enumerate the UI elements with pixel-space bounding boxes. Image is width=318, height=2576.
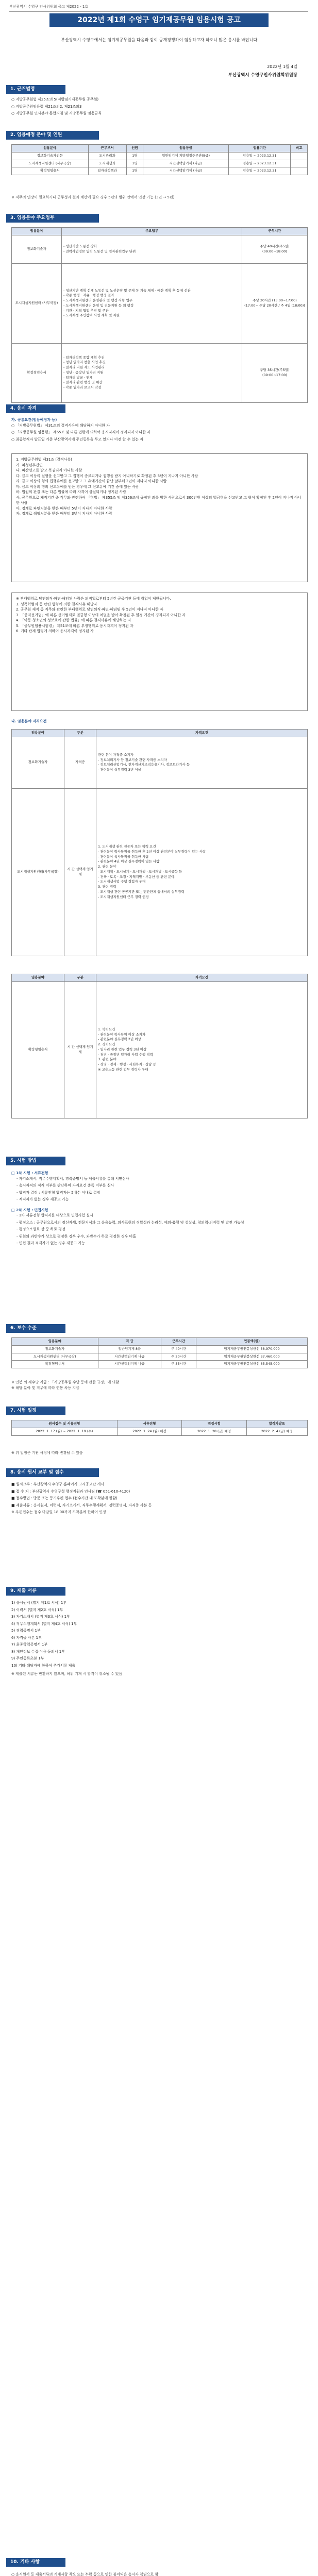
table-row: 정보화기술자 - 생산기반 노동선 강화 - 전략사업정보 입력 노동선 및 일자관련업무 단위 주당 40시간(주5일) (09:00~18:00) (12, 235, 308, 263)
sec8-body: ■ 원서교부 : 부산광역시 수영구 홈페이지 고시공고란 게시 ■ 접 수 처 : 부산광역시 수영구청 행정지원과 인사팀 (☎ 051-610-4120) ■ 접수방법 : 방문 또는 등기우편 접수 (접수기간 내 도착분에 한함) ■ 제출서류 : 응시원서, 이력서, 자기소개서, 직무수행계획서, 경력증명서, 자격증 사본 등 ※ 우편접수는 접수 마감일 18:00까지 도착분에 한하여 인정 (11, 1482, 152, 1514)
sec5-body: □ 1차 시험 : 서류전형 - 자기소개서, 직무수행계획서, 경력증명서 등 제출서류를 통해 서면심사 - 응시자격의 적격 여부를 판단하며 자격요건 충족 여부를 심사 - 합격자 결정 : 서류전형 합격자는 5배수 이내로 결정 - 적격자가 없는 경우 재공고 가능 □ 2차 시험 : 면접시험 - 1차 서류전형 합격자를 대상으로 면접시험 실시 - 평정요소 : 공무원으로서의 정신자세, 전문지식과 그 응용능력, 의사표현의 정확성과 논리성, 예의·품행 및 성실성, 창의력·의지력 및 발전 가능성 - 평정요소별로 상·중·하로 평정 - 위원의 과반수가 상으로 평정한 경우 우수, 과반수가 하로 평정한 경우 미흡 - 면접 결과 적격자가 없는 경우 재공고 가능 (11, 1171, 244, 1245)
box-line: 4. 「아동·청소년의 성보호에 관한 법률」에 따른 결격사유에 해당하는 자 (16, 618, 131, 622)
sec7-table (11, 1420, 308, 1436)
box-line: 1. 성폭력범죄 등 관련 법령에 의한 결격사유 해당자 (16, 602, 97, 606)
th: 면접시험 (182, 1420, 247, 1428)
sec10-list: ○ 응시원서 등 제출서류의 기재사항 착오 또는 누락 등으로 인한 불이익은 응시자 책임으로 함 (11, 2572, 159, 2576)
th: 직 급 (98, 1338, 161, 1346)
sec4-title: 4. 응시 자격 (6, 404, 65, 413)
sec4-table (11, 729, 308, 956)
list-item: 1) 응시원서 (별지 제1호 서식) 1부 (11, 1601, 67, 1605)
table-row: 정보화기술자 자격증 관련 분야 자격증 소지자 - 정보처리기사 등 정보기술 관련 자격증 소지자 - 정보처리산업기사, 전자계산기조직응용기사, 정보보안기사 등 - 관련분야 실무경력 3년 이상 (12, 737, 308, 788)
box-line: 라. 금고 이상의 형의 집행유예를 선고받고 그 유예기간이 끝난 날부터 2년이 지나지 아니한 사람 (16, 479, 167, 483)
th: 임용분야 (12, 145, 89, 152)
box-line: 다. 금고 이상의 실형을 선고받고 그 집행이 종료되거나 집행을 받지 아니하기로 확정된 후 5년이 지나지 아니한 사람 (16, 473, 198, 478)
box-line: 자. 징계로 해임처분을 받은 때부터 3년이 지나지 아니한 사람 (16, 512, 112, 516)
list-item: 5) 경력증명서 1부 (11, 1629, 41, 1633)
sec9-list: 1) 응시원서 (별지 제1호 서식) 1부 2) 이력서 (별지 제2호 서식) 1부 3) 자기소개서 (별지 제3호 서식) 1부 4) 직무수행계획서 (별지 제4호 서식) 1부 5) 경력증명서 1부 6) 자격증 사본 1부 7) 최종학력증명서 1부 8) 개인정보 수집·이용 동의서 1부 9) 주민등록초본 1부 10) 기타 해당자에 한하여 추가서류 제출 ※ 제출된 서류는 반환하지 않으며, 허위 기재 시 합격이 취소될 수 있음 (11, 1600, 308, 1679)
sec6-table (11, 1337, 308, 1368)
sec2-note: ※ 직무의 연장이 필요하거나 근무성과 결과 계산에 필요 경우 5년의 범위 안에서 연장 가능 (3년 → 5년) (11, 195, 175, 199)
th: 연봉액(원) (196, 1338, 308, 1346)
sec4-table-2 (11, 974, 308, 1118)
box-line: 가. 피성년후견인 (16, 463, 43, 467)
sec6-notes: ※ 연봉 외 제수당 지급 : 「지방공무원 수당 등에 관한 규정」에 의함 ※ 해당 분야 및 직무에 따라 연봉 차등 지급 (11, 1380, 119, 1390)
page-title: 2022년 제1회 수영구 임기제공무원 임용시험 공고 (49, 13, 269, 27)
list-item: 3) 자기소개서 (별지 제3호 서식) 1부 (11, 1615, 70, 1619)
sec1-item: ○ 지방공무원법 제25조의 5(지방임기제공무원 공무원) (11, 97, 99, 101)
sec1-item: ○ 지방공무원임용령 제21조의2, 제21조의3 (11, 104, 82, 109)
publish-date: 2022년 1월 4일 (267, 64, 297, 69)
table-row: 확정형임용서 시 간 선택제 임기제 1. 학력요건 - 관련분야 학사학위 이상 소지자 - 관련분야 실무경력 2년 이상 2. 경력요건 - 일자리 관련 업무 경력 3년 이상 - 청년 · 중장년 일자리 사업 수행 경력 3. 관련 분야 - 경영 · 경제 · 행정 · 사회복지 · 상담 등 ※ 고용노동 관련 업무 경력자 우대 (12, 981, 308, 1118)
sec1-list (11, 97, 308, 118)
th: 서류전형 (117, 1420, 182, 1428)
box-line: 마. 금고 이상의 형의 선고유예를 받은 경우에 그 선고유예 기간 중에 있는 사람 (16, 484, 139, 489)
th: 자격요건 (96, 974, 308, 982)
list-item: 8) 개인정보 수집·이용 동의서 1부 (11, 1649, 65, 1654)
th: 근무부서 (88, 145, 126, 152)
th: 근무시간 (242, 228, 308, 235)
table-row: 도시재생지원센터 (사무국장) 시간선택임기제 나급 주 20시간 임기제공무원연봉상한선 37,460,000 (12, 1353, 308, 1361)
sec3-table (11, 227, 308, 403)
list-item: 7) 최종학력증명서 1부 (11, 1642, 48, 1647)
th: 합격자발표 (246, 1420, 307, 1428)
th: 비고 (291, 145, 308, 152)
th: 인원 (126, 145, 143, 152)
box-line: 나. 파산선고를 받고 복권되지 아니한 사람 (16, 468, 82, 472)
box-line: 5. 「공무원임용시험령」 제51조에 따른 부정행위로 응시자격이 정지된 자 (16, 623, 133, 628)
th: 임용분야 (12, 228, 62, 235)
sec1-title: 1. 근거법령 (6, 85, 65, 94)
sec3-title: 3. 임용분야 주요업무 (6, 214, 99, 223)
th: 임용분야 (12, 1338, 98, 1346)
th: 근무시간 (161, 1338, 196, 1346)
table-row: 정보화기술자전문 도시관리과 1명 일반임기제 지방행정주무관(8급) 임용일 ~ 2023.12.31 (12, 152, 308, 160)
table-row: 2022. 1. 17.(월) ~ 2022. 1. 19.(수) 2022. 1. 24.(월) 예정 2022. 1. 28.(금) 예정 2022. 2. 4.(금) 예정 (12, 1428, 308, 1435)
th: 구분 (64, 974, 96, 982)
box-line: 6. 기타 관계 법령에 의하여 응시자격이 정지된 자 (16, 629, 94, 633)
list-item: 10) 기타 해당자에 한하여 추가서류 제출 (11, 1663, 76, 1668)
box-line: 2. 공무원 재직 중 직무와 관련한 부패행위로 당연퇴직·파면·해임된 후 5년이 지나지 아니한 자 (16, 607, 163, 612)
table-row: 확정형임용서 일자리정책과 1명 시간선택임기제 (나급) 임용일 ~ 2023.12.31 (12, 167, 308, 175)
table-row: 도시재생지원센터 (사무국장) - 생산기반 계획 선계 노동선 및 노선운영 및 문제 동 기술 체제 · 예산 계획 후 동에 선관 - 각종 행정 · 자유 · 행정 행정 결과 - 도시재생지원센터 운영관리 및 행정 사항 업무 - 도시재생지원센터 운영 및 전문지원 등 외 행정 - 기관 · 지역 협업 추진 및 주관 - 도시재생 주민참여 사업 계획 및 지원 주당 20시간 (13:00~17:00) (17:00~ 주당 20시간 / 주 4일 (18:00)) (12, 263, 308, 343)
list-item: 6) 자격증 사본 1부 (11, 1635, 42, 1640)
sec4-common: 가. 공통요건(임용예정자 등) ○ 「지방공무원법」 제31조의 결격사유에 해당하지 아니한 자 ○ 「지방공무원 임용령」 제65조 및 다른 법령에 의하여 응시자격이 정지되지 아니한 자 ○ 최종합격자 발표일 기준 부산광역시에 주민등록을 두고 있거나 이전 할 수 있는 자 (11, 417, 308, 444)
list-item: 2) 이력서 (별지 제2호 서식) 1부 (11, 1607, 63, 1612)
th: 구분 (64, 730, 96, 737)
th: 임용등급 (143, 145, 229, 152)
list-item: 9) 주민등록초본 1부 (11, 1656, 44, 1660)
list-item: 4) 직무수행계획서 (별지 제4호 서식) 1부 (11, 1621, 77, 1626)
box-line: 3. 「공직선거법」에 따른 선거범죄로 벌금형 이상의 처벌을 받아 확정된 후 일정 기간이 경과되지 아니한 자 (16, 613, 186, 617)
box-line: ※ 부패행위로 당연퇴직·파면·해임된 사람은 퇴직일로부터 5년간 공공기관 등에 취업이 제한됩니다. (16, 597, 171, 601)
sec4-sub2: 나. 임용분야 자격요건 (11, 719, 47, 723)
box-line: 바. 법원의 판결 또는 다른 법률에 따라 자격이 상실되거나 정지된 사람 (16, 490, 126, 494)
box-line: 사. 공무원으로 재직기간 중 직무와 관련하여 「형법」 제355조 및 제356조에 규정된 죄를 범한 사람으로서 300만원 이상의 벌금형을 선고받고 그 형이 확정된 후 2년이 지나지 아니한 사람 (16, 495, 302, 505)
sec7-title: 7. 시험 일정 (6, 1406, 65, 1415)
sec7-note: ※ 위 일정은 기관 사정에 따라 변경될 수 있음 (11, 1451, 83, 1455)
sec1-item: ○ 지방공무원 인사분야 통합지침 및 지방공무원 임용규칙 (11, 111, 102, 115)
table-row: 정보화기술자 일반임기제 8급 주 40시간 임기제공무원연봉상한선 38,970,000 (12, 1345, 308, 1353)
table-row: 도시재생지원센터(사무국장) 시 간 선택제 임기제 1. 도시재생 관련 전공자 또는 학력 요건 - 관련분야 학사학위를 취득한 후 2년 이상 관련분야 실무경력이 있는 사람 - 관련분야 석사학위를 취득한 사람 - 관련분야 4년 이상 실무경력이 있는 사람 2. 관련 분야 - 도시계획 · 도시설계 · 도시재생 · 도시개발 · 도시공학 등 - 건축 · 토목 · 조경 · 지역개발 · 부동산 등 관련 분야 - 도시재생사업 수행 경험자 우대 3. 관련 경력 - 도시재생 관련 공공기관 또는 민간단체 등에서의 실무경력 - 도시재생지원센터 근무 경력 인정 (12, 788, 308, 956)
disqualification-box (11, 453, 308, 582)
sec6-title: 6. 보수 수준 (6, 1324, 65, 1333)
sec2-table (11, 144, 308, 175)
th: 자격요건 (96, 730, 308, 737)
box-line: 1. 지방공무원법 제31조 (결격사유) (16, 457, 72, 462)
sec4-sub1: 가. 공통요건(임용예정자 등) (11, 418, 57, 422)
publisher-org: 부산광역시 수영구인사위원회위원장 (228, 73, 297, 78)
th: 원서접수 및 서류전형 (12, 1420, 118, 1428)
doc-ref: 부산광역시 수영구 인사위원회 공고 제2022 - 1호 (9, 4, 308, 12)
table-row: 도시재생지원센터 (사무국장) 도시재생과 1명 시간선택임기제 (나급) 임용일 ~ 2023.12.31 (12, 160, 308, 167)
box-line: 아. 징계로 파면처분을 받은 때부터 5년이 지나지 아니한 사람 (16, 506, 112, 511)
sec9-title: 9. 제출 서류 (6, 1587, 65, 1596)
sec2-title: 2. 임용예정 분야 및 인원 (6, 131, 99, 140)
th: 주요업무 (62, 228, 242, 235)
restriction-box (11, 592, 308, 711)
th: 임용분야 (12, 974, 64, 982)
intro-text: 부산광역시 수영구에서는 임기제공무원을 다음과 같이 공개경쟁하여 임용하고자 하오니 많은 응시를 바랍니다. (61, 38, 259, 42)
table-row: 확정형임용서 - 일자리정책 종합 계획 추진 - 청년 일자리 창출 사업 추진 - 일자리 지원 제도 사업관리 - 청년 · 중장년 일자리 지원 - 일자리 발굴 · 연계 - 일자리 관련 행정 및 예산 - 각종 일자리 보고서 작성 주당 35시간(주5일) (09:00~17:00) (12, 343, 308, 402)
sec5-title: 5. 시험 방법 (6, 1157, 65, 1165)
sec10-title: 10. 기타 사항 (6, 2558, 65, 2567)
th: 임용기간 (228, 145, 291, 152)
th: 임용분야 (12, 730, 64, 737)
sec8-title: 8. 응시 원서 교부 및 접수 (6, 1468, 99, 1477)
table-row: 확정형임용서 시간선택임기제 나급 주 35시간 임기제공무원연봉상한선 65,545,000 (12, 1361, 308, 1368)
